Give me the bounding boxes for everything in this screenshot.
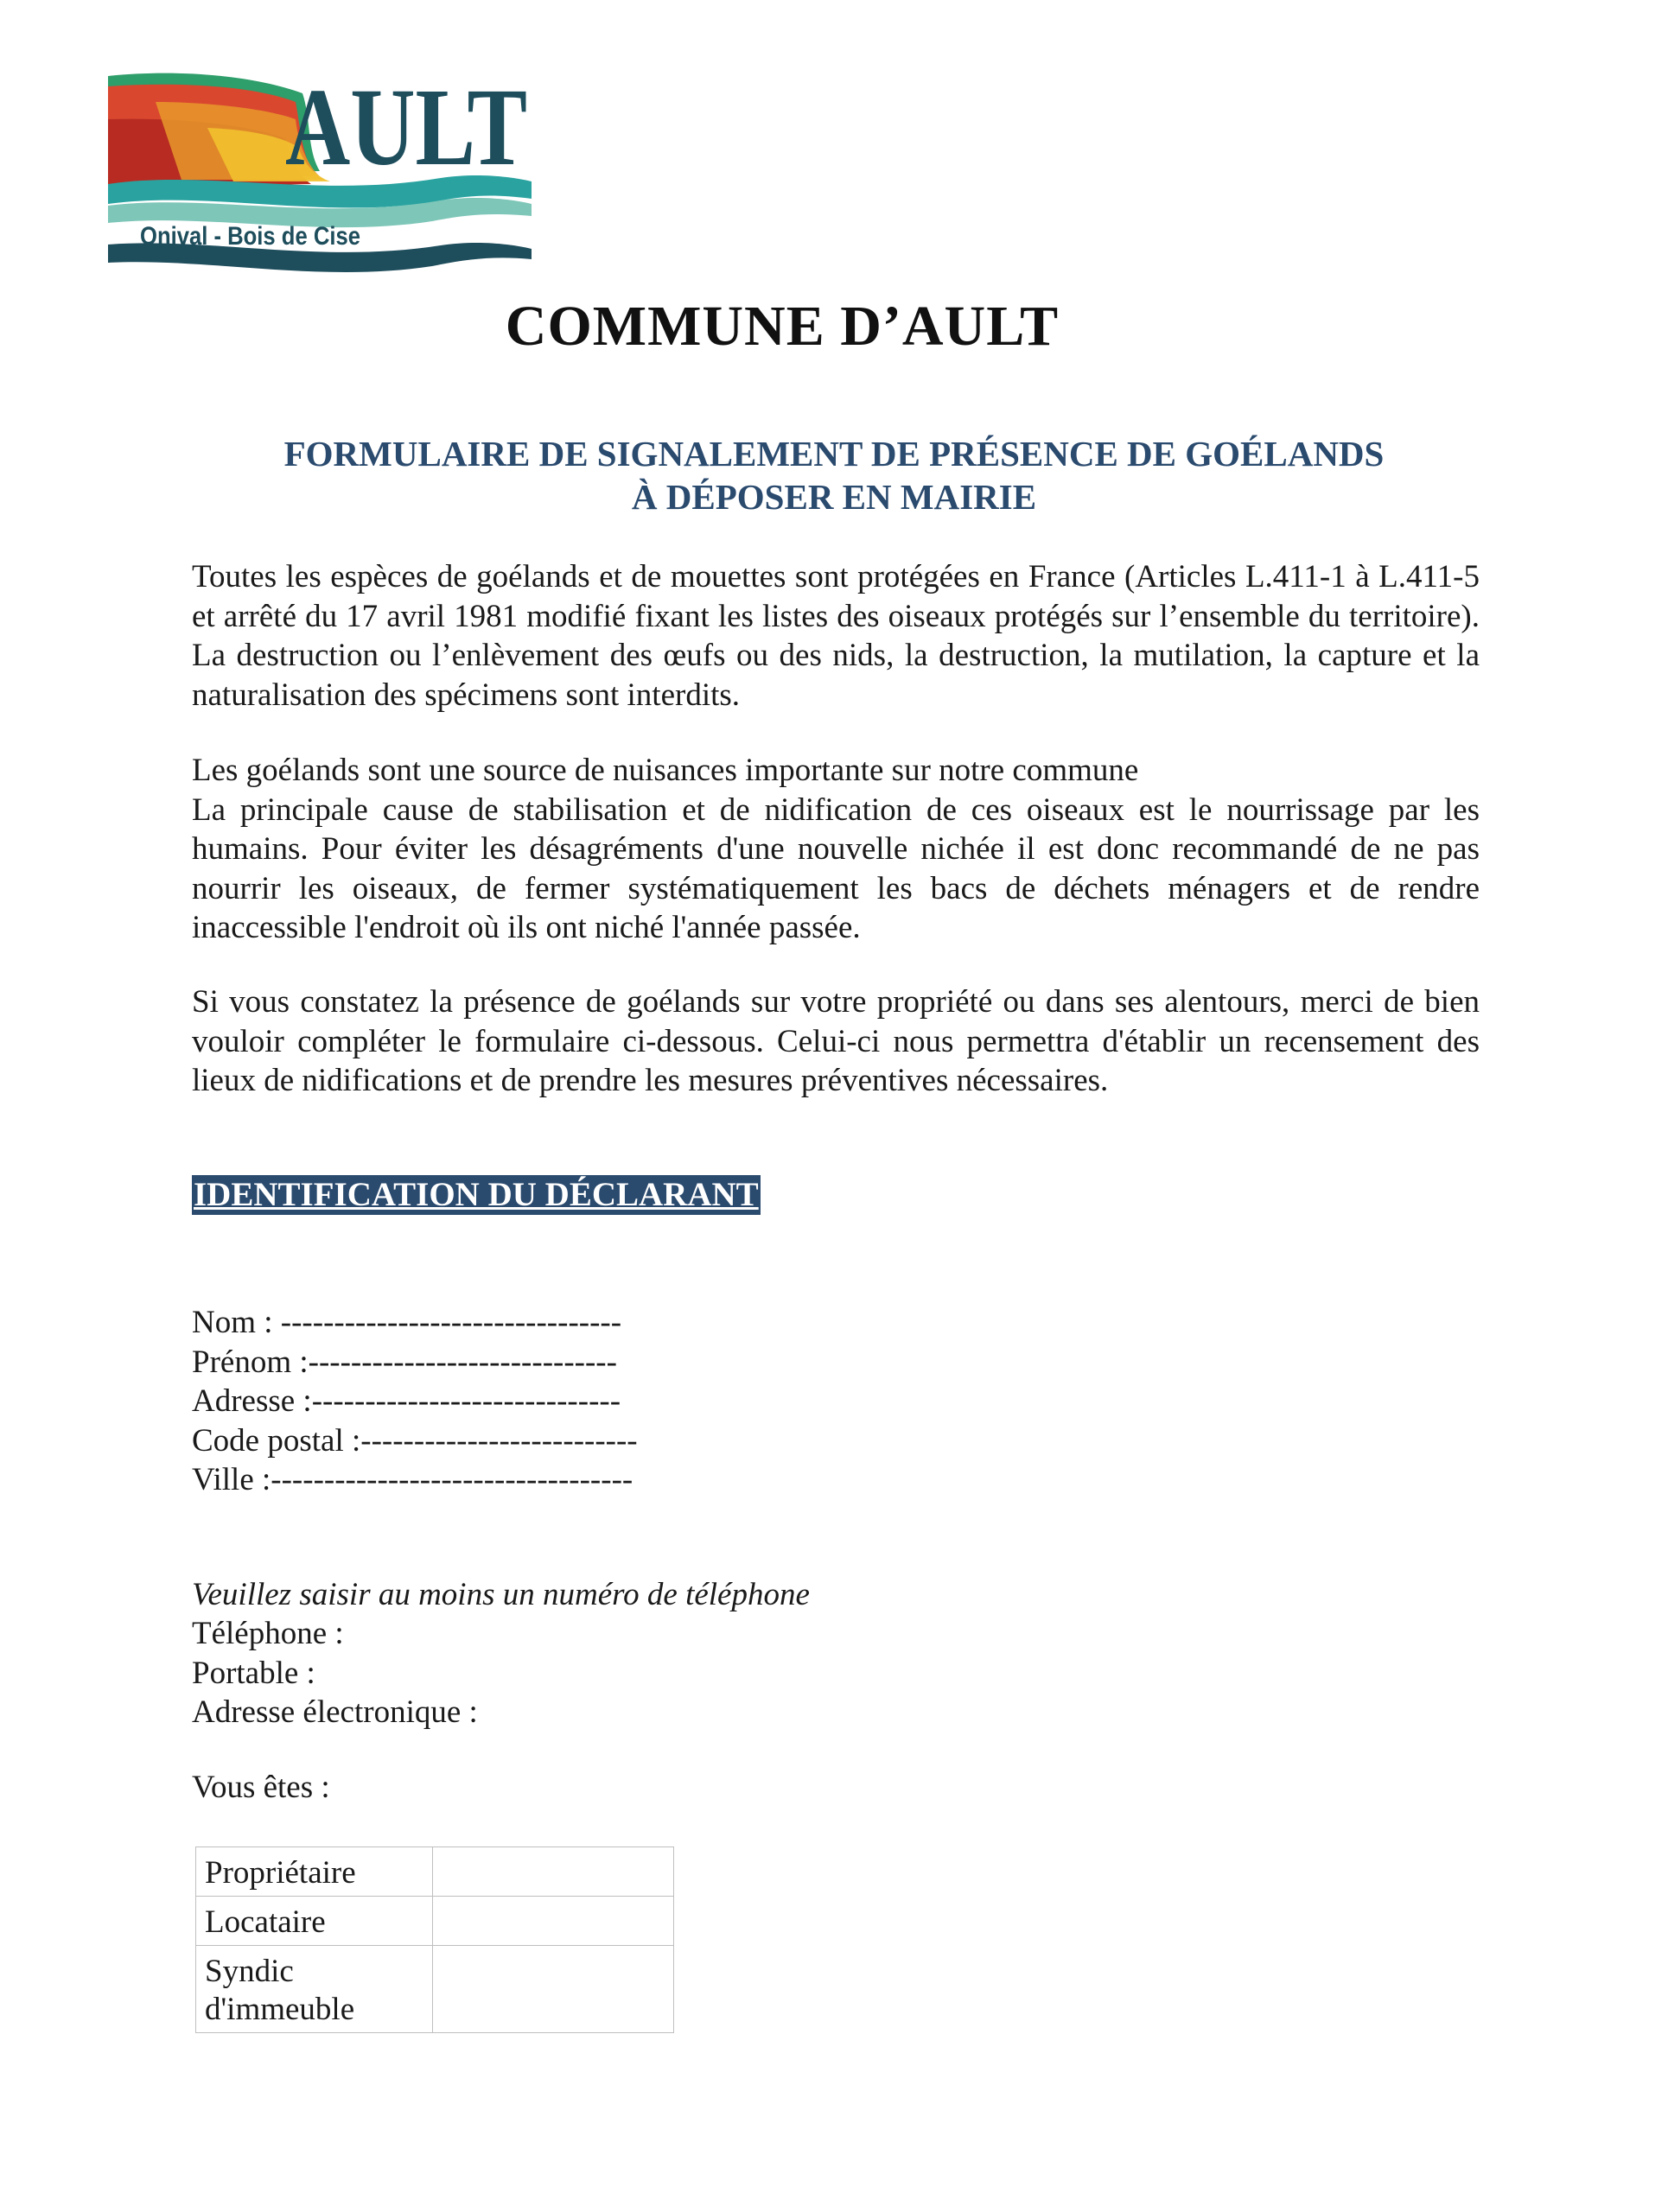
status-checkbox-proprietaire[interactable] <box>433 1847 674 1897</box>
logo-wordmark: AULT <box>285 66 527 188</box>
field-email[interactable]: Adresse électronique : <box>192 1694 478 1730</box>
field-prenom[interactable]: Prénom :----------------------------- <box>192 1344 617 1380</box>
ault-logo <box>104 67 536 292</box>
status-label-syndic: Syndic d'immeuble <box>196 1946 433 2033</box>
intro-paragraph-3-text: Si vous constatez la présence de goélands sur votre propriété ou dans ses alentours, merci de bien vouloir compléter le formulaire ci-dessous. Celui-ci nous permettra d'établir un recensement des lieux de nidifications et de prendre les mesures préventives nécessaires. <box>192 984 1480 1098</box>
declarant-fields <box>192 1303 638 1500</box>
field-telephone[interactable]: Téléphone : <box>192 1616 344 1651</box>
field-portable[interactable]: Portable : <box>192 1655 315 1691</box>
intro-paragraph-1 <box>192 557 1480 715</box>
intro-paragraph-2 <box>192 751 1480 948</box>
status-row <box>196 1946 674 2033</box>
commune-title: COMMUNE D’AULT <box>505 295 1060 358</box>
field-nom[interactable]: Nom : -------------------------------- <box>192 1305 622 1340</box>
form-title <box>0 432 1668 518</box>
status-table <box>195 1847 674 2033</box>
intro-paragraph-2-text: La principale cause de stabilisation et de nidification de ces oiseaux est le nourrissage par les humains. Pour éviter les désagréments d'une nouvelle nichée il est donc recommandé de ne pas nourrir les oiseaux, de fermer systématiquement les bacs de déchets ménagers et de rendre inaccessible l'endroit où ils ont niché l'année passée. <box>192 791 1480 945</box>
status-label-proprietaire: Propriétaire <box>196 1847 433 1897</box>
status-checkbox-locataire[interactable] <box>433 1897 674 1946</box>
logo-subtitle: Onival - Bois de Cise <box>140 222 360 251</box>
intro-paragraph-2-lead: Les goélands sont une source de nuisances importante sur notre commune <box>192 753 1139 788</box>
status-label-locataire: Locataire <box>196 1897 433 1946</box>
intro-paragraph-3 <box>192 982 1480 1101</box>
intro-paragraph-1-text: Toutes les espèces de goélands et de mouettes sont protégées en France (Articles L.411-1 à L.411-5 et arrêté du 17 avril 1981 modifié fixant les listes des oiseaux protégés sur l’ensemble du territoire). La destruction ou l’enlèvement des œufs ou des nids, la destruction, la mutilation, la capture et la naturalisation des spécimens sont interdits. <box>192 559 1480 713</box>
contact-fields <box>192 1614 478 1732</box>
field-code-postal[interactable]: Code postal :-------------------------- <box>192 1422 638 1459</box>
field-adresse[interactable]: Adresse :----------------------------- <box>192 1383 621 1419</box>
field-ville[interactable]: Ville :---------------------------------- <box>192 1462 633 1497</box>
form-title-line-1: FORMULAIRE DE SIGNALEMENT DE PRÉSENCE DE GOÉLANDS <box>283 434 1385 474</box>
status-row <box>196 1847 674 1897</box>
status-row <box>196 1897 674 1946</box>
section-title-declarant: IDENTIFICATION DU DÉCLARANT <box>194 1176 759 1213</box>
form-title-line-2: À DÉPOSER EN MAIRIE <box>631 477 1037 517</box>
phone-note: Veuillez saisir au moins un numéro de téléphone <box>192 1577 810 1612</box>
status-question: Vous êtes : <box>192 1770 330 1805</box>
ault-logo-graphic <box>104 67 536 292</box>
status-checkbox-syndic[interactable] <box>433 1946 674 2033</box>
